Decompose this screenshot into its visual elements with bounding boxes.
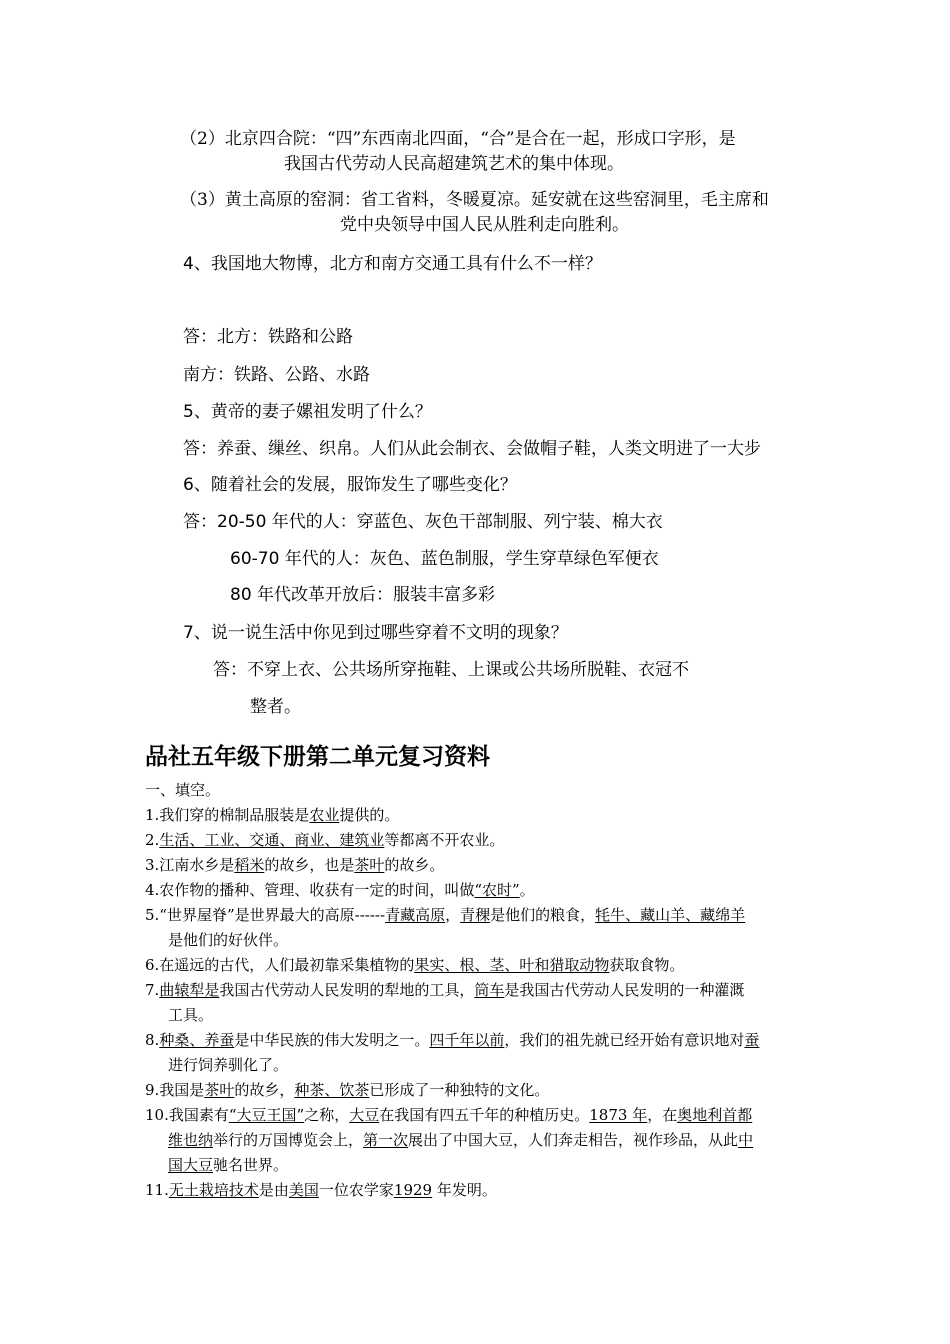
fill-item-8-cont: 进行饲养驯化了。 xyxy=(168,1056,289,1074)
fill-item-2: 2.生活、工业、交通、商业、建筑业等都离不开农业。 xyxy=(145,831,505,849)
answer-4-south: 南方：铁路、公路、水路 xyxy=(183,365,370,385)
q2-line1: （2）北京四合院：“四”东西南北四面，“合”是合在一起，形成口字形，是 xyxy=(180,129,736,149)
fill-blank-heading: 一、填空。 xyxy=(145,781,221,799)
fill-item-5-cont: 是他们的好伙伴。 xyxy=(168,931,289,949)
question-5: 5、黄帝的妻子嫘祖发明了什么？ xyxy=(183,402,432,422)
answer-blank: 1873 年 xyxy=(589,1106,648,1124)
answer-blank: 中 xyxy=(738,1131,754,1149)
answer-6-line1: 答：20-50 年代的人：穿蓝色、灰色干部制服、列宁装、棉大衣 xyxy=(183,512,663,532)
answer-blank: 四千年以前 xyxy=(429,1031,505,1049)
q2-line2: 我国古代劳动人民高超建筑艺术的集中体现。 xyxy=(284,154,624,174)
answer-blank: 蚕 xyxy=(744,1031,760,1049)
fill-item-9: 9.我国是茶叶的故乡，种茶、饮茶已形成了一种独特的文化。 xyxy=(145,1081,550,1099)
answer-blank: 牦牛、藏山羊、藏绵羊 xyxy=(595,906,746,924)
fill-item-5: 5.“世界屋脊”是世界最大的高原------青藏高原，青稞是他们的粮食，牦牛、藏山羊、藏绵羊 xyxy=(145,906,746,924)
answer-blank: 茶叶 xyxy=(354,856,385,874)
answer-blank: 1929 xyxy=(393,1181,433,1199)
answer-blank: 青稞 xyxy=(460,906,491,924)
answer-blank: 第一次 xyxy=(363,1131,409,1149)
answer-6-line2: 60-70 年代的人：灰色、蓝色制服，学生穿草绿色军便衣 xyxy=(230,549,659,569)
answer-blank: 无土栽培技术 xyxy=(168,1181,259,1199)
q3-line2: 党中央领导中国人民从胜利走向胜利。 xyxy=(340,215,629,235)
answer-blank: 果实、根、茎、叶和猎取动物 xyxy=(414,956,610,974)
answer-blank: 美国 xyxy=(288,1181,319,1199)
answer-blank: 农业 xyxy=(309,806,340,824)
answer-blank: 大豆 xyxy=(349,1106,380,1124)
fill-item-6: 6.在遥远的古代，人们最初靠采集植物的果实、根、茎、叶和猎取动物获取食物。 xyxy=(145,956,685,974)
fill-item-10-cont2: 国大豆驰名世界。 xyxy=(168,1156,289,1174)
answer-blank: “农时” xyxy=(474,881,520,899)
answer-blank: 筒车 xyxy=(474,981,505,999)
question-4: 4、我国地大物博，北方和南方交通工具有什么不一样？ xyxy=(183,254,602,274)
answer-blank: 种茶、饮茶 xyxy=(294,1081,370,1099)
answer-blank: “大豆王国” xyxy=(228,1106,305,1124)
answer-blank: 维也纳 xyxy=(168,1131,214,1149)
answer-7-line2: 整者。 xyxy=(250,697,301,717)
answer-blank: 奥地利首都 xyxy=(677,1106,753,1124)
answer-blank: 稻米 xyxy=(234,856,265,874)
answer-5: 答：养蚕、缫丝、织帛。人们从此会制衣、会做帽子鞋，人类文明进了一大步 xyxy=(183,439,761,459)
fill-item-7-cont: 工具。 xyxy=(168,1006,214,1024)
fill-item-3: 3.江南水乡是稻米的故乡，也是茶叶的故乡。 xyxy=(145,856,445,874)
answer-blank: 青藏高原 xyxy=(385,906,446,924)
answer-7-line1: 答：不穿上衣、公共场所穿拖鞋、上课或公共场所脱鞋、衣冠不 xyxy=(213,660,689,680)
answer-blank: 种桑、养蚕 xyxy=(159,1031,235,1049)
answer-blank: 曲辕犁是 xyxy=(159,981,220,999)
answer-6-line3: 80 年代改革开放后：服装丰富多彩 xyxy=(230,585,496,605)
fill-item-1: 1.我们穿的棉制品服装是农业提供的。 xyxy=(145,806,400,824)
fill-item-10: 10.我国素有“大豆王国”之称，大豆在我国有四五千年的种植历史。1873 年，在奥地利首都 xyxy=(145,1106,753,1124)
question-7: 7、说一说生活中你见到过哪些穿着不文明的现象？ xyxy=(183,623,568,643)
section-title: 品社五年级下册第二单元复习资料 xyxy=(145,744,490,770)
answer-blank: 茶叶 xyxy=(204,1081,235,1099)
fill-item-7: 7.曲辕犁是我国古代劳动人民发明的犁地的工具，筒车是我国古代劳动人民发明的一种灌溉 xyxy=(145,981,745,999)
fill-item-8: 8.种桑、养蚕是中华民族的伟大发明之一。四千年以前，我们的祖先就已经开始有意识地对蚕 xyxy=(145,1031,760,1049)
answer-blank: 国大豆 xyxy=(168,1156,214,1174)
answer-4-north: 答：北方：铁路和公路 xyxy=(183,327,353,347)
question-6: 6、随着社会的发展，服饰发生了哪些变化？ xyxy=(183,475,517,495)
fill-item-10-cont1: 维也纳举行的万国博览会上，第一次展出了中国大豆，人们奔走相告，视作珍品，从此中 xyxy=(168,1131,754,1149)
fill-item-11: 11.无土栽培技术是由美国一位农学家1929 年发明。 xyxy=(145,1181,497,1199)
q3-line1: （3）黄土高原的窑洞：省工省料，冬暖夏凉。延安就在这些窑洞里，毛主席和 xyxy=(180,190,769,210)
fill-item-4: 4.农作物的播种、管理、收获有一定的时间，叫做“农时”。 xyxy=(145,881,535,899)
answer-blank: 生活、工业、交通、商业、建筑业 xyxy=(159,831,385,849)
